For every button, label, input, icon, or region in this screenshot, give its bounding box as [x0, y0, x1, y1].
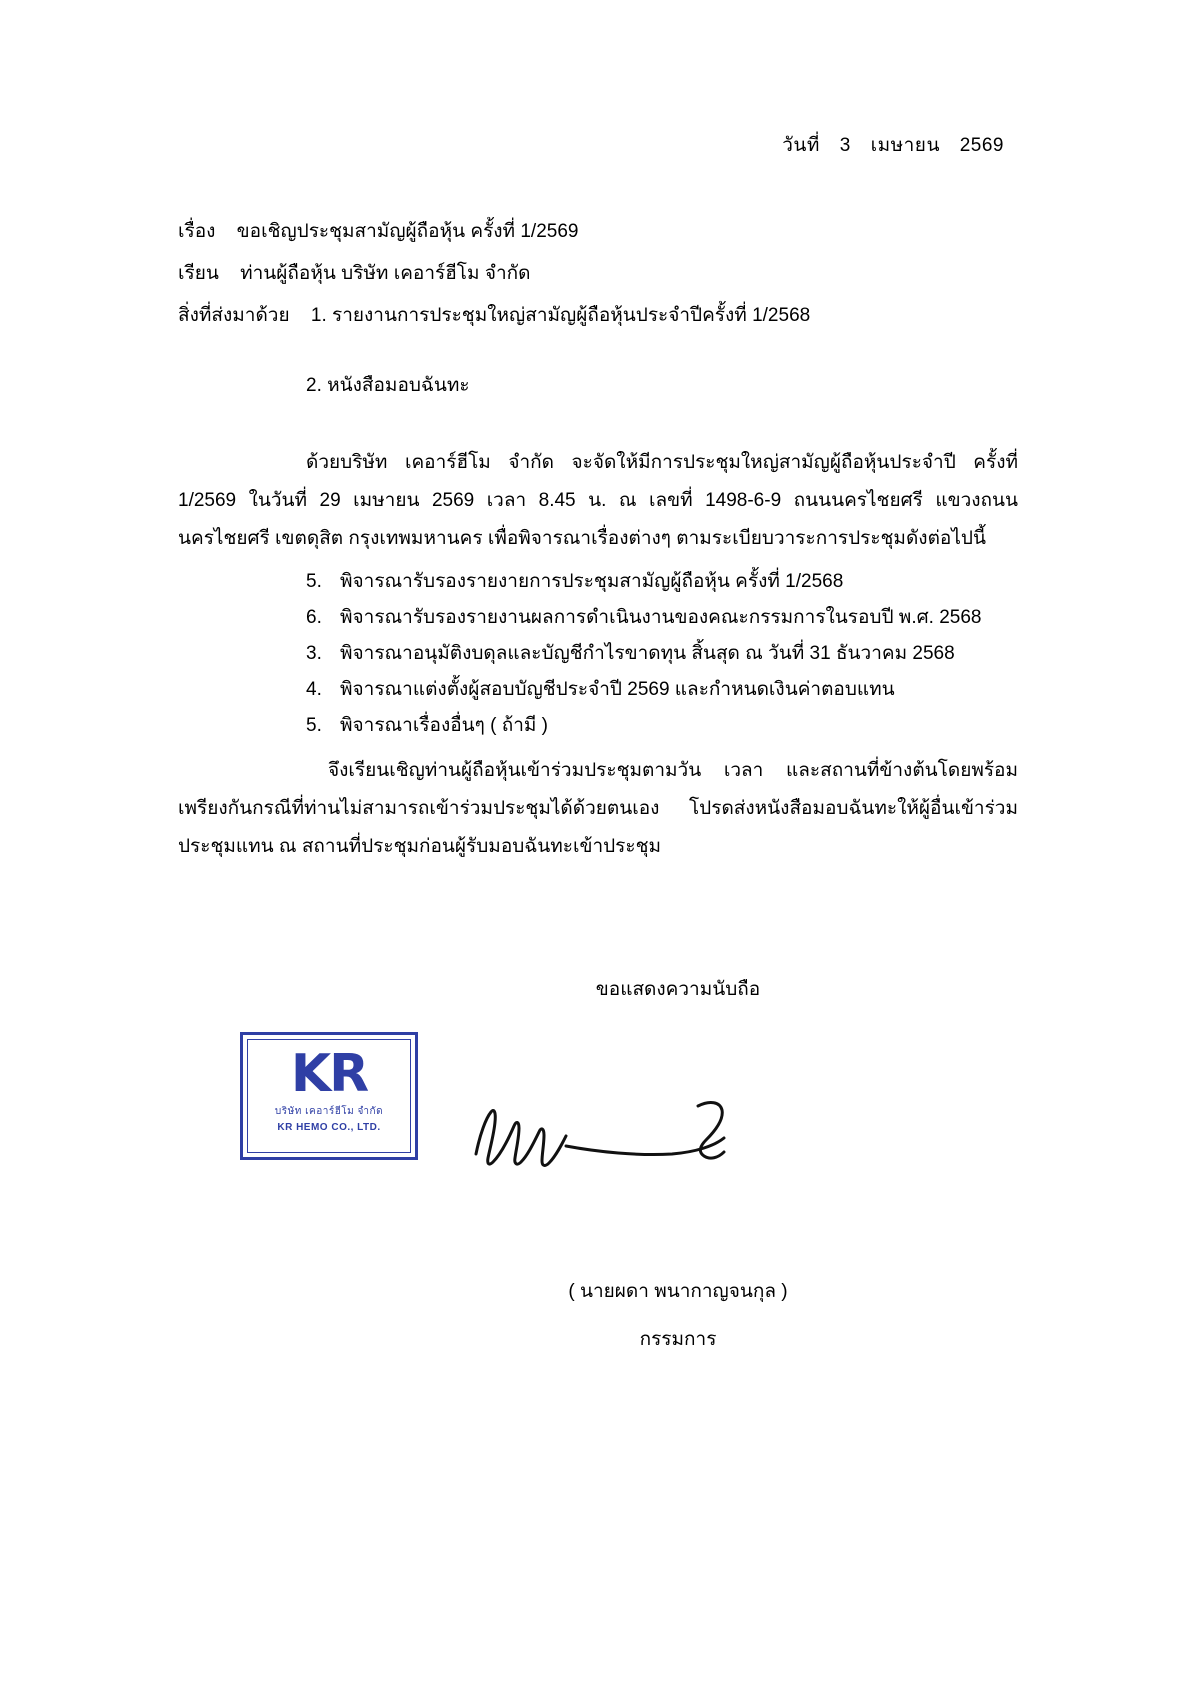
signature-area [178, 1004, 1018, 1294]
subject-row [178, 216, 1018, 246]
body-paragraph [178, 444, 1018, 558]
agenda-item-number: 3. [306, 643, 322, 664]
agenda-item-text: พิจารณารับรองรายงายการประชุมสามัญผู้ถือหุ้น ครั้งที่ 1/2568 [340, 571, 844, 592]
date-day: 3 [839, 135, 851, 156]
company-stamp-english-name: KR HEMO CO., LTD. [277, 1122, 381, 1133]
attachment-value-2: 2. หนังสือมอบฉันทะ [306, 375, 470, 396]
attachment-row [178, 300, 1018, 330]
agenda-item [178, 564, 1018, 600]
attachment-label: สิ่งที่ส่งมาด้วย [178, 305, 290, 326]
document-body [178, 130, 1018, 1354]
agenda-item-number: 5. [306, 715, 322, 736]
date-label: วันที่ [782, 135, 820, 156]
company-stamp-mark: KR [290, 1044, 368, 1104]
agenda-item-number: 6. [306, 607, 322, 628]
subject-label: เรื่อง [178, 221, 216, 242]
agenda-list [178, 564, 1018, 744]
company-stamp [240, 1032, 418, 1160]
signer-name: ( นายผดา พนากาญจนกุล ) [568, 1281, 788, 1302]
date-month: เมษายน [870, 135, 940, 156]
agenda-item [178, 636, 1018, 672]
agenda-item-number: 4. [306, 679, 322, 700]
date-year: 2569 [959, 135, 1004, 156]
body-paragraph-text: ด้วยบริษัท เคอาร์ฮีโม จำกัด จะจัดให้มีการประชุมใหญ่สามัญผู้ถือหุ้นประจำปี ครั้งที่ 1/2569 ในวันที่ 29 เมษายน 2569 เวลา 8.45 น. ณ เลขที่ 1498-6-9 ถนนนครไชยศรี แขวงถนนนครไชยศรี เขตดุสิต กรุงเทพมหานคร เพื่อพิจารณาเรื่องต่างๆ ตามระเบียบวาระการประชุมดังต่อไปนี้ [178, 452, 1018, 549]
agenda-item-number: 5. [306, 571, 322, 592]
agenda-item-text: พิจารณาแต่งตั้งผู้สอบบัญชีประจำปี 2569 และกำหนดเงินค่าตอบแทน [340, 679, 895, 700]
closing-paragraph [178, 752, 1018, 866]
subject-value: ขอเชิญประชุมสามัญผู้ถือหุ้น ครั้งที่ 1/2569 [236, 221, 579, 242]
agenda-item [178, 600, 1018, 636]
recipient-row [178, 258, 1018, 288]
recipient-label: เรียน [178, 263, 219, 284]
signer-title: กรรมการ [639, 1329, 717, 1350]
agenda-item-text: พิจารณาอนุมัติงบดุลและบัญชีกำไรขาดทุน สิ้นสุด ณ วันที่ 31 ธันวาคม 2568 [340, 643, 955, 664]
agenda-item-text: พิจารณารับรองรายงานผลการดำเนินงานของคณะกรรมการในรอบปี พ.ศ. 2568 [340, 607, 982, 628]
date-line [178, 130, 1018, 160]
handwritten-signature [458, 1082, 778, 1192]
agenda-item [178, 672, 1018, 708]
attachment-value-1: 1. รายงานการประชุมใหญ่สามัญผู้ถือหุ้นประจำปีครั้งที่ 1/2568 [310, 305, 811, 326]
recipient-value: ท่านผู้ถือหุ้น บริษัท เคอาร์ฮีโม จำกัด [240, 263, 531, 284]
company-stamp-inner [247, 1039, 411, 1153]
regards-line: ขอแสดงความนับถือ [595, 979, 761, 1000]
agenda-item [178, 708, 1018, 744]
closing-paragraph-text: จึงเรียนเชิญท่านผู้ถือหุ้นเข้าร่วมประชุมตามวัน เวลา และสถานที่ข้างต้นโดยพร้อมเพรียงกันกรณีที่ท่านไม่สามารถเข้าร่วมประชุมได้ด้วยตนเอง โปรดส่งหนังสือมอบฉันทะให้ผู้อื่นเข้าร่วมประชุมแทน ณ สถานที่ประชุมก่อนผู้รับมอบฉันทะเข้าประชุม [178, 760, 1018, 857]
company-stamp-thai-name: บริษัท เคอาร์ฮีโม จำกัด [274, 1106, 384, 1117]
agenda-item-text: พิจารณาเรื่องอื่นๆ ( ถ้ามี ) [340, 715, 549, 736]
